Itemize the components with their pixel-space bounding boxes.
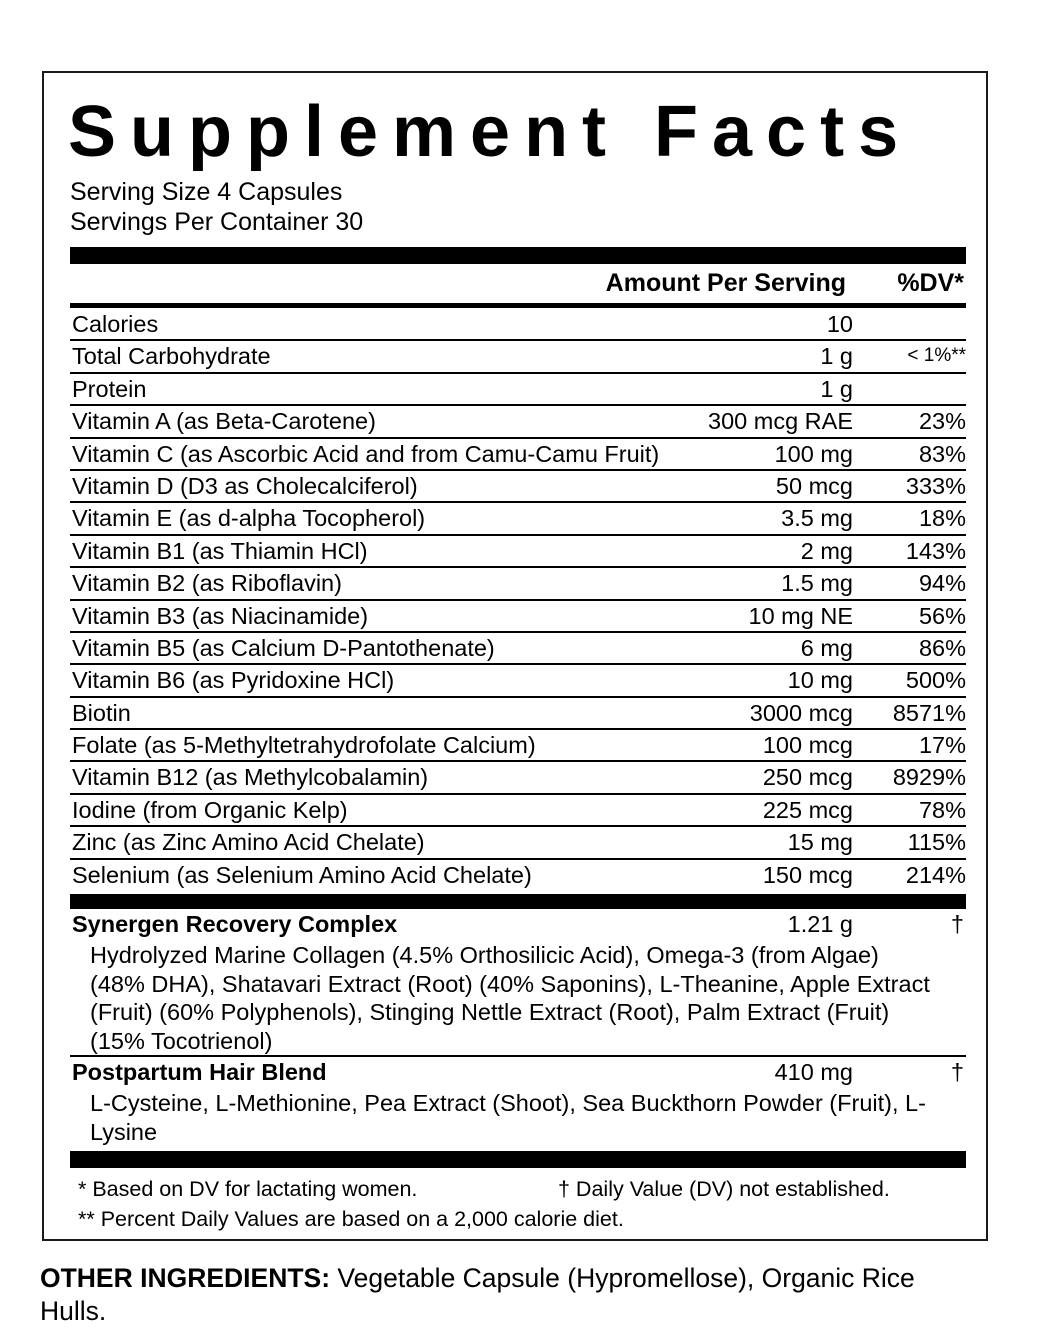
- blend-postpartum-hair: [70, 1059, 966, 1149]
- nutrient-name: Vitamin B3 (as Niacinamide): [72, 602, 369, 629]
- blend-divider: [70, 1055, 966, 1057]
- nutrient-name: Folate (as 5-Methyltetrahydrofolate Calcium): [72, 732, 536, 759]
- nutrient-row: [70, 309, 966, 341]
- supplement-facts-panel: [42, 71, 988, 1241]
- nutrient-row: [70, 471, 966, 503]
- blend-amount: 1.21 g: [787, 911, 853, 937]
- blend-name: Synergen Recovery Complex: [72, 911, 398, 937]
- other-ingredients-label: OTHER INGREDIENTS:: [40, 1263, 331, 1293]
- nutrient-table: [70, 309, 966, 892]
- nutrient-amount: 225 mcg: [762, 796, 853, 823]
- nutrient-amount: 1 g: [820, 375, 853, 402]
- nutrient-amount: 15 mg: [787, 829, 853, 856]
- blend-synergen-recovery: [70, 911, 966, 1053]
- nutrient-dv: 8571%: [892, 699, 966, 726]
- nutrient-name: Zinc (as Zinc Amino Acid Chelate): [72, 829, 425, 856]
- nutrient-row: [70, 503, 966, 535]
- nutrient-amount: 10: [826, 311, 853, 337]
- nutrient-dv: 78%: [918, 796, 966, 823]
- footnote-calorie-diet: ** Percent Daily Values are based on a 2,000 calorie diet.: [78, 1207, 624, 1231]
- nutrient-dv: 17%: [918, 732, 966, 759]
- nutrient-row: [70, 762, 966, 794]
- nutrient-name: Protein: [72, 375, 147, 402]
- nutrient-amount: 1.5 mg: [781, 570, 853, 597]
- header-divider: [70, 303, 966, 308]
- nutrient-name: Calories: [72, 311, 159, 337]
- dagger-mark: †: [950, 1059, 964, 1085]
- nutrient-dv: 214%: [905, 861, 966, 888]
- serving-size: Serving Size 4 Capsules: [70, 178, 343, 206]
- nutrient-name: Vitamin D (D3 as Cholecalciferol): [72, 472, 418, 499]
- nutrient-name: Vitamin A (as Beta-Carotene): [72, 408, 376, 435]
- thick-divider-bottom: [70, 1151, 966, 1168]
- blend-ingredients: L-Cysteine, L-Methionine, Pea Extract (Shoot), Sea Buckthorn Powder (Fruit), L-Lysine: [90, 1090, 926, 1145]
- nutrient-dv: 333%: [905, 472, 966, 499]
- nutrient-amount: 50 mcg: [775, 472, 853, 499]
- dagger-mark: †: [950, 911, 964, 937]
- nutrient-name: Biotin: [72, 699, 131, 726]
- nutrient-dv: 18%: [918, 505, 966, 532]
- blend-ingredients: Hydrolyzed Marine Collagen (4.5% Orthosilicic Acid), Omega-3 (from Algae) (48% DHA), Shatavari Extract (Root) (40% Saponins), L-Theanine, Apple Extract (Fruit) (60% Polyphenols), Stinging Nettle Extract (Root), Palm Extract (Fruit) (15% Tocotrienol): [90, 942, 930, 1054]
- nutrient-name: Total Carbohydrate: [72, 343, 271, 370]
- nutrient-amount: 100 mg: [774, 440, 853, 467]
- thick-divider-top: [70, 247, 966, 264]
- nutrient-name: Vitamin C (as Ascorbic Acid and from Camu-Camu Fruit): [72, 440, 660, 467]
- nutrient-row: [70, 698, 966, 730]
- nutrient-name: Vitamin B5 (as Calcium D-Pantothenate): [72, 634, 495, 661]
- nutrient-amount: 3.5 mg: [781, 505, 853, 532]
- nutrient-row: [70, 601, 966, 633]
- nutrient-dv: 23%: [918, 408, 966, 435]
- nutrient-row: [70, 795, 966, 827]
- nutrient-dv: 94%: [918, 570, 966, 597]
- footnote-dv-not-established: † Daily Value (DV) not established.: [558, 1177, 890, 1201]
- nutrient-row: [70, 568, 966, 600]
- nutrient-amount: 2 mg: [800, 537, 853, 564]
- amount-per-serving-header: Amount Per Serving: [605, 269, 846, 297]
- nutrient-name: Vitamin B12 (as Methylcobalamin): [72, 764, 429, 791]
- nutrient-dv: 500%: [905, 667, 966, 694]
- nutrient-row: [70, 406, 966, 438]
- other-ingredients: [40, 1262, 940, 1328]
- panel-title: Supplement Facts: [68, 92, 913, 172]
- nutrient-name: Iodine (from Organic Kelp): [72, 796, 348, 823]
- nutrient-amount: 300 mcg RAE: [708, 408, 853, 435]
- nutrient-name: Vitamin B2 (as Riboflavin): [72, 570, 342, 597]
- nutrient-row: [70, 730, 966, 762]
- dv-header: %DV*: [897, 269, 964, 297]
- nutrient-amount: 100 mcg: [762, 732, 853, 759]
- nutrient-dv: 143%: [905, 537, 966, 564]
- nutrient-dv: 115%: [907, 829, 966, 856]
- blend-amount: 410 mg: [774, 1059, 853, 1085]
- nutrient-row: [70, 633, 966, 665]
- nutrient-row: [70, 827, 966, 859]
- nutrient-row: [70, 341, 966, 373]
- nutrient-amount: 3000 mcg: [749, 699, 853, 726]
- servings-per-container: Servings Per Container 30: [70, 208, 364, 236]
- nutrient-name: Vitamin B6 (as Pyridoxine HCl): [72, 667, 395, 694]
- nutrient-name: Vitamin E (as d-alpha Tocopherol): [72, 505, 426, 532]
- nutrient-dv: 56%: [918, 602, 966, 629]
- nutrient-row: [70, 439, 966, 471]
- nutrient-dv: 83%: [918, 440, 966, 467]
- nutrient-amount: 10 mg: [787, 667, 853, 694]
- nutrient-name: Vitamin B1 (as Thiamin HCl): [72, 537, 368, 564]
- footnote-lactating: * Based on DV for lactating women.: [78, 1177, 418, 1201]
- nutrient-row: [70, 536, 966, 568]
- nutrient-row: [70, 665, 966, 697]
- nutrient-amount: 250 mcg: [762, 764, 853, 791]
- nutrient-row: [70, 860, 966, 892]
- nutrient-amount: 10 mg NE: [748, 602, 853, 629]
- nutrient-amount: 6 mg: [800, 634, 853, 661]
- thick-divider-blends: [70, 894, 966, 909]
- other-ingredients-text: Vegetable Capsule (Hypromellose), Organic Rice Hulls.: [40, 1263, 915, 1326]
- nutrient-dv: 86%: [918, 634, 966, 661]
- nutrient-row: [70, 374, 966, 406]
- nutrient-dv: 8929%: [892, 764, 966, 791]
- nutrient-amount: 1 g: [820, 343, 853, 370]
- blend-name: Postpartum Hair Blend: [72, 1059, 327, 1085]
- nutrient-amount: 150 mcg: [762, 861, 853, 888]
- nutrient-name: Selenium (as Selenium Amino Acid Chelate): [72, 861, 532, 888]
- nutrient-dv: < 1%**: [907, 345, 966, 367]
